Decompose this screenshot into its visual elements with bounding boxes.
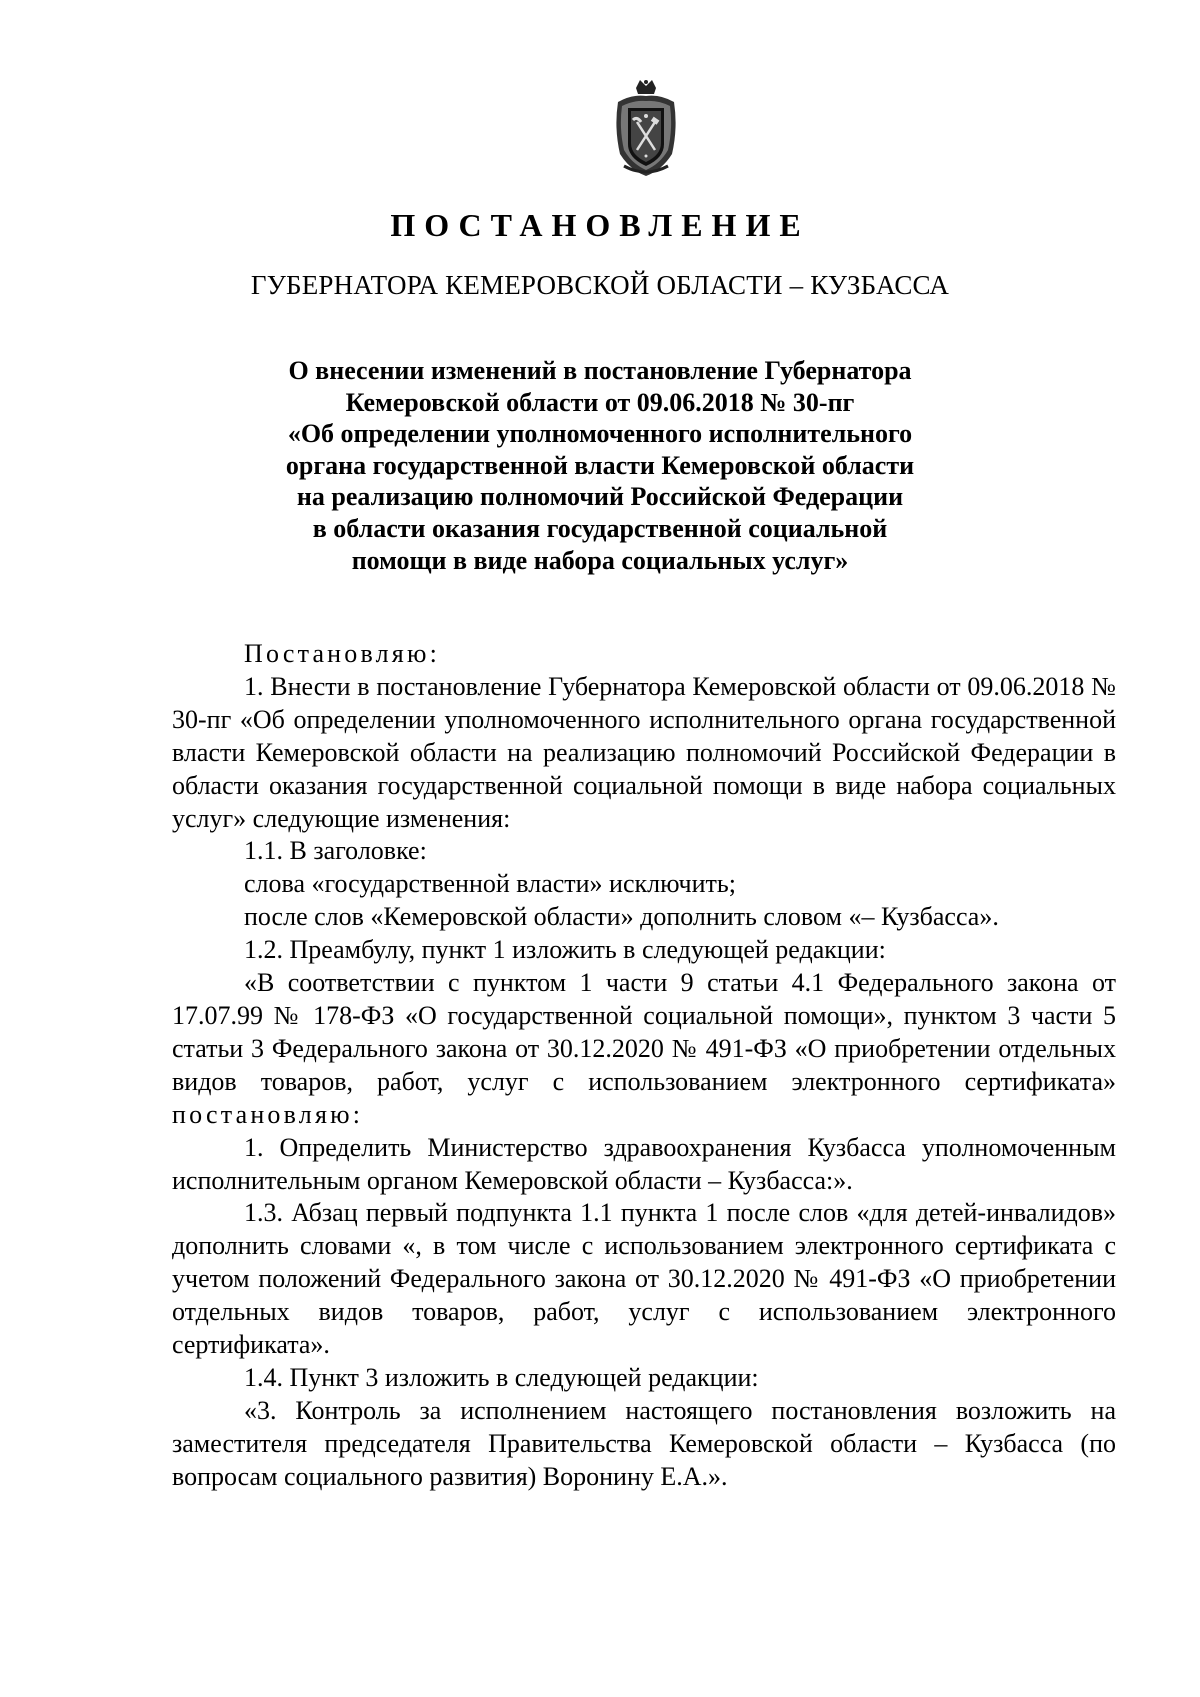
heading-line: О внесении изменений в постановление Губернатора xyxy=(288,356,912,385)
heading-line: помощи в виде набора социальных услуг» xyxy=(351,545,849,575)
heading-line: Кемеровской области от 09.06.2018 № 30-пг xyxy=(345,387,855,417)
document-title: ПОСТАНОВЛЕНИЕ xyxy=(390,207,810,243)
quote-tail: постановляю: xyxy=(172,1099,364,1129)
paragraph-1-2: 1.2. Преамбулу, пункт 1 изложить в следующей редакции: xyxy=(244,935,886,965)
heading-line: органа государственной власти Кемеровской области xyxy=(285,450,915,480)
heading-line: в области оказания государственной социальной xyxy=(312,513,888,543)
paragraph-1-1: 1.1. В заголовке: xyxy=(244,836,427,866)
document-subtitle: ГУБЕРНАТОРА КЕМЕРОВСКОЙ ОБЛАСТИ – КУЗБАССА xyxy=(250,270,950,300)
paragraph-1-2-quote xyxy=(172,967,1116,1132)
heading-line: «Об определении уполномоченного исполнительного xyxy=(287,419,913,449)
document-body xyxy=(172,638,1116,1494)
paragraph-1-4: 1.4. Пункт 3 изложить в следующей редакции: xyxy=(244,1362,759,1392)
paragraph-1-2-item: 1. Определить Министерство здравоохранения Кузбасса уполномоченным исполнительным органом Кемеровской области – Кузбасса:». xyxy=(172,1132,1116,1195)
paragraph-1: 1. Внести в постановление Губернатора Кемеровской области от 09.06.2018 № 30-пг «Об определении уполномоченного исполнительного органа государственной власти Кемеровской области на реализацию полномочий Российской Федерации в области оказания государственной социальной помощи в виде набора социальных услуг» следующие изменения: xyxy=(172,671,1116,833)
paragraph-1-4-quote: «3. Контроль за исполнением настоящего постановления возложить на заместителя председателя Правительства Кемеровской области – Кузбасса (по вопросам социального развития) Воронину Е.А.». xyxy=(172,1395,1116,1491)
document-heading xyxy=(200,355,1000,576)
heading-line: на реализацию полномочий Российской Федерации xyxy=(296,482,904,512)
intro-text: Постановляю: xyxy=(244,639,441,668)
paragraph-1-1-b: после слов «Кемеровской области» дополнить словом «– Кузбасса». xyxy=(244,902,999,932)
paragraph-1-1-a: слова «государственной власти» исключить; xyxy=(244,869,736,899)
paragraph-1-3: 1.3. Абзац первый подпункта 1.1 пункта 1 после слов «для детей-инвалидов» дополнить словами «, в том числе с использованием электронного сертификата с учетом положений Федерального закона от 30.12.2020 № 491-ФЗ «О приобретении отдельных видов товаров, работ, услуг с использованием электронного сертификата». xyxy=(172,1198,1116,1360)
coat-of-arms-icon xyxy=(610,78,682,178)
quote-text: «В соответствии с пунктом 1 части 9 статьи 4.1 Федерального закона от 17.07.99 № 178-ФЗ «О государственной социальной помощи», пунктом 3 части 5 статьи 3 Федерального закона от 30.12.2020 № 491-ФЗ «О приобретении отдельных видов товаров, работ, услуг с использованием электронного сертификата» xyxy=(172,968,1116,1096)
